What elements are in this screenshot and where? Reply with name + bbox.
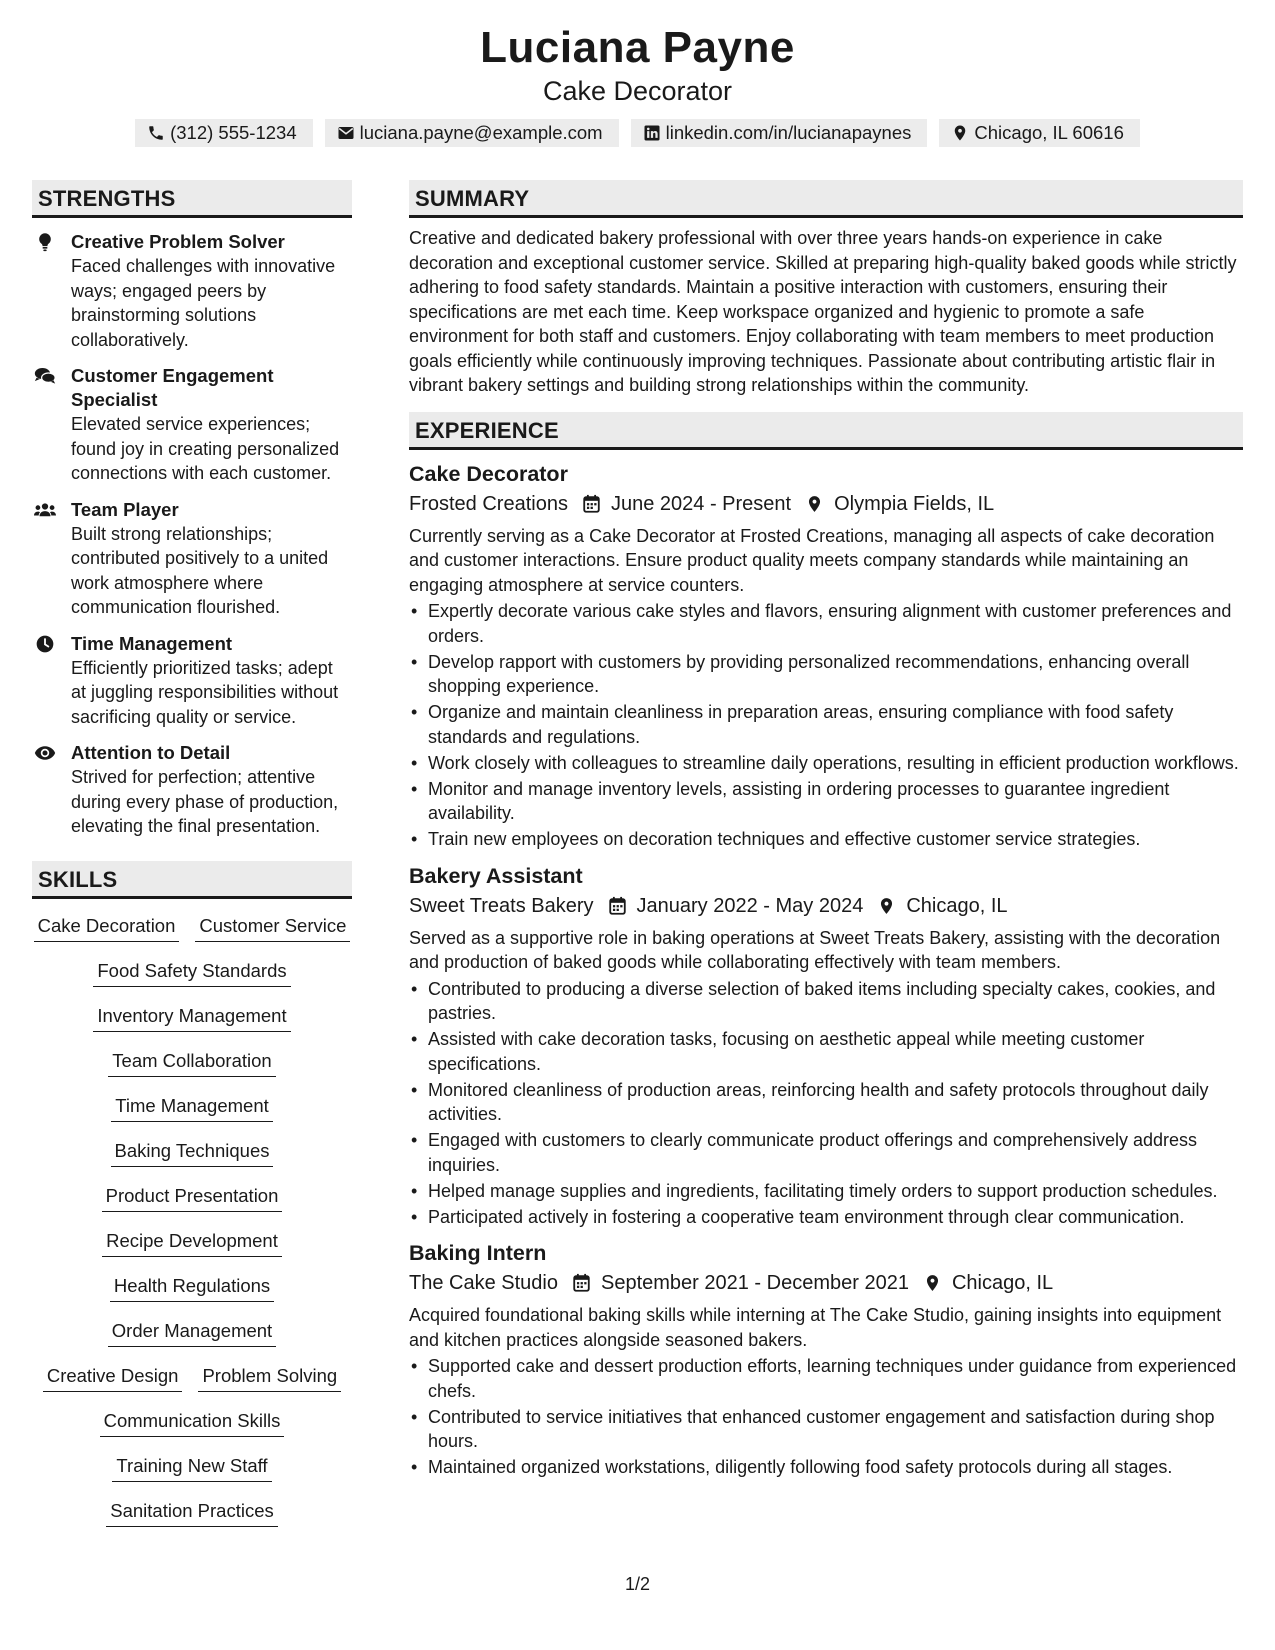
strength-item [32, 741, 352, 839]
job-meta [409, 892, 1243, 920]
skill-tag: Customer Service [195, 915, 350, 942]
users-icon [34, 500, 56, 520]
job-bullets [409, 977, 1243, 1230]
bullet-item: • Participated actively in fostering a cooperative team environment through clear communication. [409, 1205, 1243, 1230]
skill-tag: Recipe Development [102, 1230, 282, 1257]
job-bullets [409, 599, 1243, 852]
strength-name: Team Player [71, 498, 179, 520]
job-location: Olympia Fields, IL [834, 492, 995, 515]
strength-desc: Efficiently prioritized tasks; adept at juggling responsibilities without sacrificing quality or service. [71, 657, 339, 727]
job-bullets [409, 1354, 1243, 1480]
resume-header [0, 22, 1275, 147]
email-text: luciana.payne@example.com [359, 122, 603, 143]
job-description: Acquired foundational baking skills while interning at The Cake Studio, gaining insights into equipment and kitchen practices alongside seasoned bakers. [409, 1305, 1222, 1350]
contact-location [939, 119, 1139, 147]
skill-tag: Problem Solving [198, 1365, 341, 1392]
calendar-icon [572, 1273, 591, 1293]
skill-row [32, 1177, 352, 1222]
job-meta [409, 1269, 1243, 1297]
map-pin-icon [951, 124, 969, 142]
linkedin-icon [643, 124, 661, 142]
contact-phone[interactable] [135, 119, 313, 147]
strength-item [32, 364, 352, 486]
skill-row [32, 997, 352, 1042]
skill-tag: Training New Staff [112, 1455, 271, 1482]
skill-tag: Cake Decoration [34, 915, 180, 942]
skill-tag: Health Regulations [110, 1275, 274, 1302]
skill-tag: Creative Design [43, 1365, 183, 1392]
strength-desc: Built strong relationships; contributed positively to a united work atmosphere where communication flourished. [71, 523, 329, 617]
summary-text: Creative and dedicated bakery professional with over three years hands-on experience in cake decoration and exceptional customer service. Skilled at preparing high-quality baked goods while strictly adhering to food safety standards. Maintain a positive interaction with customers, ensuring their specifications are met each time. Keep workspace organized and hygienic to promote a safe environment for both staff and customers. Enjoy collaborating with team members to meet production goals efficiently while continuously improving techniques. Passionate about contributing artistic flair in vibrant bakery settings and building strong relationships within the community. [409, 228, 1237, 395]
skill-row [32, 1042, 352, 1087]
job-entry [409, 460, 1243, 852]
strength-item [32, 632, 352, 730]
strengths-heading: STRENGTHS [32, 180, 352, 218]
map-pin-icon [877, 896, 896, 916]
skill-tag: Sanitation Practices [106, 1500, 278, 1527]
bullet-item: • Monitor and manage inventory levels, assisting in ordering processes to guarantee ingredient availability. [409, 777, 1243, 826]
skills-list [32, 907, 352, 1537]
skill-row [32, 1312, 352, 1357]
job-company: Sweet Treats Bakery [409, 894, 594, 917]
skill-tag: Baking Techniques [111, 1140, 274, 1167]
right-column [409, 180, 1243, 1481]
skill-tag: Product Presentation [102, 1185, 283, 1212]
skill-row [32, 1087, 352, 1132]
experience-heading: EXPERIENCE [409, 412, 1243, 450]
skill-tag: Time Management [111, 1095, 273, 1122]
calendar-icon [582, 494, 601, 514]
strength-desc: Strived for perfection; attentive during every phase of production, elevating the final presentation. [71, 767, 339, 836]
skill-row [32, 907, 352, 952]
bullet-item: • Contributed to service initiatives that enhanced customer engagement and satisfaction during shop hours. [409, 1405, 1243, 1454]
calendar-icon [608, 896, 627, 916]
location-text: Chicago, IL 60616 [974, 122, 1124, 143]
strength-name: Customer Engagement Specialist [71, 365, 274, 410]
skills-heading: SKILLS [32, 861, 352, 899]
job-title: Cake Decorator [409, 461, 568, 486]
strength-name: Creative Problem Solver [71, 231, 285, 252]
lightbulb-icon [34, 232, 56, 252]
job-location: Chicago, IL [906, 894, 1008, 917]
job-entry [409, 1239, 1243, 1480]
skill-tag: Inventory Management [93, 1005, 290, 1032]
strength-name: Attention to Detail [71, 742, 231, 763]
envelope-icon [337, 124, 355, 142]
strength-desc: Elevated service experiences; found joy in creating personalized connections with each customer. [71, 414, 340, 483]
bullet-item: • Expertly decorate various cake styles and flavors, ensuring alignment with customer preferences and orders. [409, 599, 1243, 648]
job-description: Served as a supportive role in baking operations at Sweet Treats Bakery, assisting with the decoration and production of baked goods while collaborating effectively with team members. [409, 927, 1221, 972]
contact-linkedin[interactable] [631, 119, 928, 147]
map-pin-icon [923, 1273, 942, 1293]
candidate-name: Luciana Payne [480, 23, 795, 72]
job-meta [409, 490, 1243, 518]
skill-row [32, 1222, 352, 1267]
skill-tag: Food Safety Standards [93, 960, 290, 987]
strength-name: Time Management [71, 632, 233, 654]
bullet-item: • Train new employees on decoration techniques and effective customer service strategies. [409, 827, 1243, 852]
bullet-item: • Contributed to producing a diverse selection of baked items including specialty cakes, cookies, and pastries. [409, 977, 1243, 1026]
job-dates: January 2022 - May 2024 [636, 894, 864, 917]
skill-row [32, 1357, 352, 1402]
candidate-title: Cake Decorator [542, 76, 733, 106]
bullet-item: • Maintained organized workstations, diligently following food safety protocols during all stages. [409, 1455, 1243, 1480]
job-description: Currently serving as a Cake Decorator at Frosted Creations, managing all aspects of cake decoration and customer interactions. Ensure product quality meets company standards while maintaining an engaging atmosphere at service counters. [409, 525, 1215, 595]
strength-item [32, 230, 352, 352]
contact-email[interactable] [325, 119, 619, 147]
job-title: Baking Intern [409, 1241, 547, 1265]
bullet-item: • Develop rapport with customers by providing personalized recommendations, enhancing overall shopping experience. [409, 650, 1243, 699]
linkedin-text: linkedin.com/in/lucianapaynes [665, 122, 912, 143]
skill-row [32, 952, 352, 997]
skill-row [32, 1447, 352, 1492]
job-title: Bakery Assistant [409, 863, 583, 888]
bullet-item: • Helped manage supplies and ingredients, facilitating timely orders to support production schedules. [409, 1179, 1243, 1204]
strength-desc: Faced challenges with innovative ways; engaged peers by brainstorming solutions collaboratively. [71, 256, 336, 350]
eye-icon [34, 743, 56, 763]
skill-row [32, 1492, 352, 1537]
job-location: Chicago, IL [951, 1272, 1054, 1294]
job-dates: June 2024 - Present [610, 492, 792, 515]
skill-row [32, 1132, 352, 1177]
job-company: The Cake Studio [409, 1272, 558, 1294]
bullet-item: • Work closely with colleagues to streamline daily operations, resulting in efficient production workflows. [409, 751, 1243, 776]
skill-row [32, 1267, 352, 1312]
summary-heading: SUMMARY [409, 180, 1243, 218]
bullet-item: • Engaged with customers to clearly communicate product offerings and comprehensively address inquiries. [409, 1128, 1243, 1177]
skill-tag: Team Collaboration [108, 1050, 275, 1077]
bullet-item: • Organize and maintain cleanliness in preparation areas, ensuring compliance with food safety standards and regulations. [409, 700, 1243, 749]
clock-icon [34, 634, 56, 654]
bullet-item: • Monitored cleanliness of production areas, reinforcing health and safety protocols throughout daily activities. [409, 1078, 1243, 1127]
bullet-item: • Supported cake and dessert production efforts, learning techniques under guidance from experienced chefs. [409, 1354, 1243, 1403]
contact-bar [0, 119, 1275, 147]
phone-icon [147, 124, 165, 142]
map-pin-icon [805, 494, 824, 514]
page-number: 1/2 [624, 1574, 651, 1594]
phone-text: (312) 555-1234 [170, 122, 297, 143]
comments-icon [34, 366, 56, 386]
strength-item [32, 498, 352, 620]
skill-tag: Communication Skills [100, 1410, 285, 1437]
job-entry [409, 862, 1243, 1230]
skill-tag: Order Management [108, 1320, 276, 1347]
job-company: Frosted Creations [409, 492, 568, 515]
bullet-item: • Assisted with cake decoration tasks, focusing on aesthetic appeal while meeting customer specifications. [409, 1027, 1243, 1076]
skill-row [32, 1402, 352, 1447]
job-dates: September 2021 - December 2021 [600, 1272, 909, 1294]
left-column [32, 180, 352, 1537]
